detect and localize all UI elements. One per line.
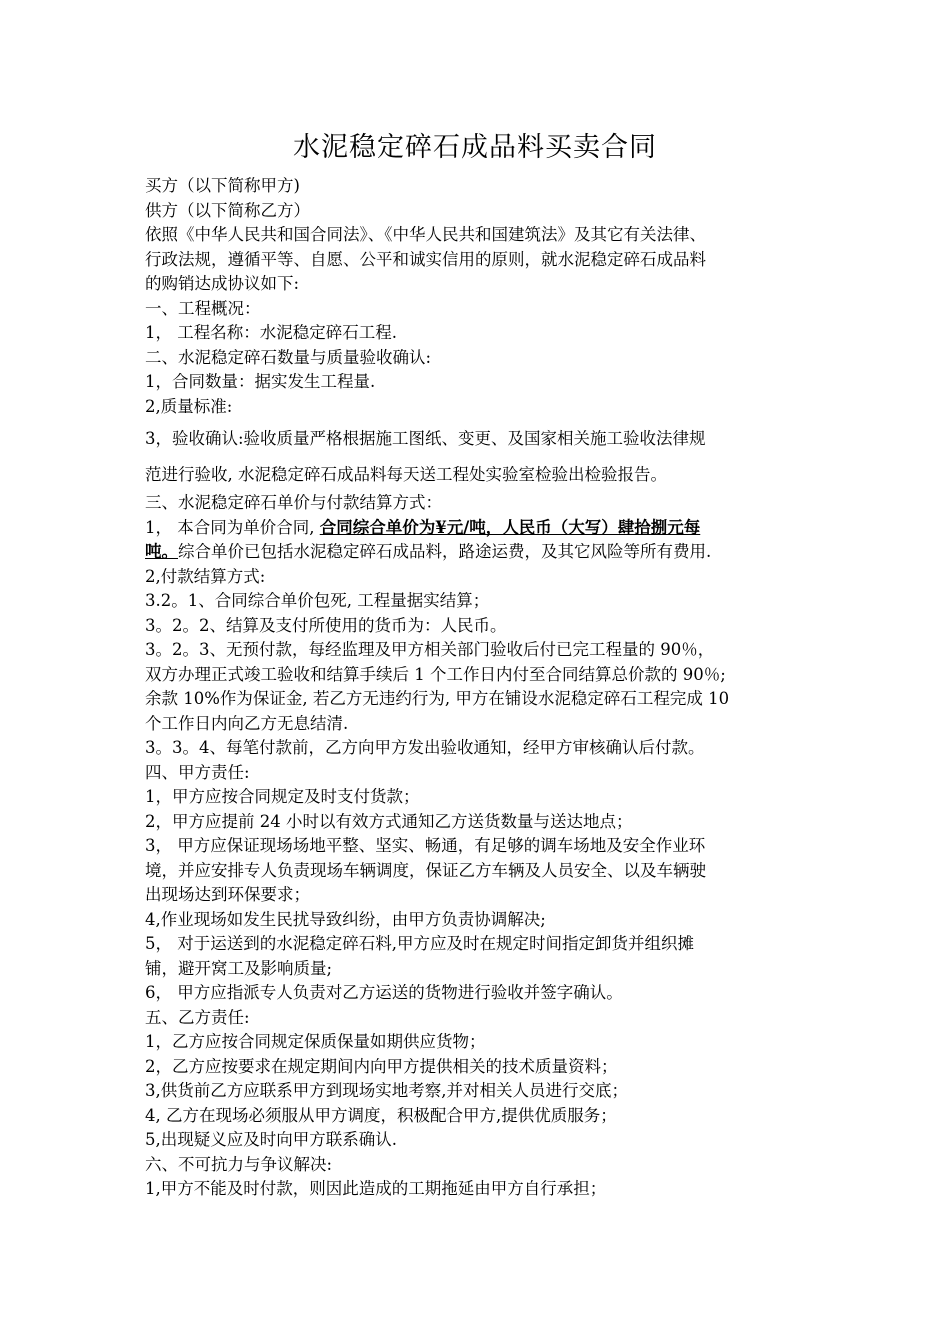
document-title: 水泥稳定碎石成品料买卖合同 [293,132,657,163]
paragraph-line: 3,供货前乙方应联系甲方到现场实地考察,并对相关人员进行交底； [145,1081,628,1100]
bold-underlined-text: 合同综合单价为¥元/吨，人民币（大写）肆拾捌元每 [319,517,701,537]
paragraph-line: 2,质量标准: [145,396,233,416]
paragraph-line: 5， 对于运送到的水泥稳定碎石料,甲方应及时在规定时间指定卸货并组织摊 [145,934,694,953]
section-heading: 五、乙方责任: [145,1007,250,1027]
paragraph-line: 3，验收确认:验收质量严格根据施工图纸、变更、及国家相关施工验收法律规 [145,429,706,448]
paragraph-line: 余款 10%作为保证金, 若乙方无违约行为, 甲方在铺设水泥稳定碎石工程完成 10 [145,689,730,708]
paragraph-line: 4,作业现场如发生民扰导致纠纷，由甲方负责协调解决; [145,909,546,929]
paragraph-line: 3。3。4、每笔付款前，乙方向甲方发出验收通知，经甲方审核确认后付款。 [145,738,705,757]
paragraph-line: 双方办理正式竣工验收和结算手续后 1 个工作日内付至合同结算总价款的 90％; [145,664,726,684]
bold-underlined-text: 吨。 [145,542,178,561]
paragraph-line: 6， 甲方应指派专人负责对乙方运送的货物进行验收并签字确认。 [145,983,623,1002]
paragraph-line: 5,出现疑义应及时向甲方联系确认. [145,1130,397,1149]
paragraph-line: 1， 本合同为单价合同, 合同综合单价为¥元/吨，人民币（大写）肆拾捌元每 [145,517,701,537]
section-heading: 一、工程概况： [145,298,261,318]
paragraph-line: 3， 甲方应保证现场场地平整、坚实、畅通，有足够的调车场地及安全作业环 [145,836,706,855]
paragraph-line: 1，乙方应按合同规定保质保量如期供应货物； [145,1032,486,1051]
paragraph-line: 出现场达到环保要求； [145,885,310,904]
section-heading: 二、水泥稳定碎石数量与质量验收确认: [145,347,432,367]
paragraph-line: 依照《中华人民共和国合同法》、《中华人民共和国建筑法》及其它有关法律、 [145,225,706,244]
paragraph-line: 供方（以下简称乙方） [145,200,310,220]
paragraph-line: 行政法规，遵循平等、自愿、公平和诚实信用的原则，就水泥稳定碎石成品料 [145,249,706,269]
section-heading: 四、甲方责任: [145,762,250,782]
paragraph-line: 2,付款结算方式: [145,566,266,586]
paragraph-line: 3。2。2、结算及支付所使用的货币为：人民币。 [145,615,507,635]
paragraph-line: 2，乙方应按要求在规定期间内向甲方提供相关的技术质量资料； [145,1056,618,1076]
paragraph-line: 1， 工程名称：水泥稳定碎石工程. [145,323,397,342]
paragraph-line: 3。2。3、无预付款，每经监理及甲方相关部门验收后付已完工程量的 90％， [145,640,715,659]
document-body [145,174,813,1202]
paragraph-line: 境，并应安排专人负责现场车辆调度，保证乙方车辆及人员安全、以及车辆驶 [145,860,706,880]
paragraph-line: 范进行验收, 水泥稳定碎石成品料每天送工程处实验室检验出检验报告。 [145,465,667,484]
paragraph-line: 3.2。1、合同综合单价包死, 工程量据实结算； [145,591,490,610]
section-heading: 三、水泥稳定碎石单价与付款结算方式： [145,493,442,512]
section-heading: 六、不可抗力与争议解决: [145,1154,333,1174]
paragraph-line: 个工作日内向乙方无息结清. [145,713,349,733]
paragraph-line: 铺，避开窝工及影响质量; [145,958,333,978]
paragraph-line: 的购销达成协议如下: [145,274,300,293]
paragraph-line: 吨。综合单价已包括水泥稳定碎石成品料，路途运费，及其它风险等所有费用. [145,542,712,561]
paragraph-line: 1,甲方不能及时付款，则因此造成的工期拖延由甲方自行承担； [145,1179,607,1198]
paragraph-line: 2，甲方应提前 24 小时以有效方式通知乙方送货数量与送达地点； [145,811,633,831]
paragraph-line: 4, 乙方在现场必须服从甲方调度，积极配合甲方,提供优质服务； [145,1105,617,1125]
paragraph-line: 1，合同数量：据实发生工程量. [145,372,376,391]
paragraph-line: 1，甲方应按合同规定及时支付货款； [145,787,420,806]
paragraph-line: 买方（以下简称甲方) [145,176,300,195]
